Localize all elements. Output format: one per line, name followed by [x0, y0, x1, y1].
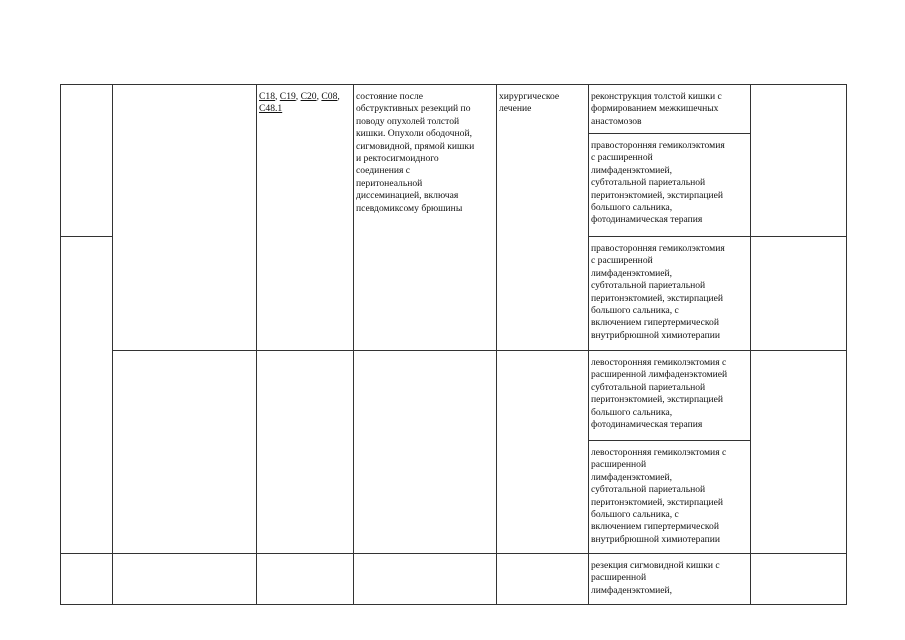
table-top-border [60, 84, 846, 85]
treatment-method: резекция сигмовидной кишки с расширенной лимфаденэктомией, [591, 560, 720, 596]
col-border [750, 84, 751, 605]
treatment-method: левосторонняя гемиколэктомия с расширенной лимфаденэктомией субтотальной париетальной перитонэктомией, экстирпацией большого сальника, фотодинамическая терапия [591, 357, 728, 431]
treatment-method: правосторонняя гемиколэктомия с расширенной лимфаденэктомией, субтотальной париетальной перитонэктомией, экстирпацией большого сальника, с включением гипертермической внутрибрюшной химиотерапии [591, 243, 725, 341]
icd-code-link-c18[interactable]: C18 [259, 91, 275, 102]
row-divider [60, 553, 846, 554]
icd-codes-cell: C18, C19, C20, C08, C48.1 [259, 91, 340, 115]
icd-code-link-c48-1[interactable]: C48.1 [259, 103, 283, 115]
col-border [353, 84, 354, 605]
row-divider [112, 350, 846, 351]
row-divider [588, 236, 846, 237]
col-border-left [60, 84, 61, 605]
treatment-method: реконструкция толстой кишки с формированием межкишечных анастомозов [591, 91, 722, 127]
col-border [256, 84, 257, 605]
row-divider [60, 236, 112, 237]
table-bottom-border [60, 604, 846, 605]
treatment-method: правосторонняя гемиколэктомия с расширенной лимфаденэктомией, субтотальной париетальной перитонэктомией, экстирпацией большого сальника, фотодинамическая терапия [591, 140, 725, 226]
treatment-type: хирургическое лечение [499, 91, 560, 115]
treatment-method: левосторонняя гемиколэктомия с расширенной лимфаденэктомией, субтотальной париетальной перитонэктомией, экстирпацией большого сальника, с включением гипертермической внутрибрюшной химиотерапии [591, 447, 727, 545]
col-border [496, 84, 497, 605]
icd-code-link-c19[interactable]: C19 [279, 91, 296, 102]
col-border-right [846, 84, 847, 605]
row-divider [588, 133, 750, 134]
icd-code-link-c20[interactable]: C20 [300, 91, 317, 102]
icd-code-link-c08[interactable]: C08 [321, 91, 338, 102]
row-divider [588, 440, 750, 441]
condition-description: состояние после обструктивных резекций по поводу опухолей толстой кишки. Опухоли ободочной, сигмовидной, прямой кишки и ректосигмоидного соединения с перитонеальной диссеминацией, включая псевдомиксому брюшины [356, 91, 475, 214]
col-border [588, 84, 589, 605]
col-border [112, 84, 113, 605]
